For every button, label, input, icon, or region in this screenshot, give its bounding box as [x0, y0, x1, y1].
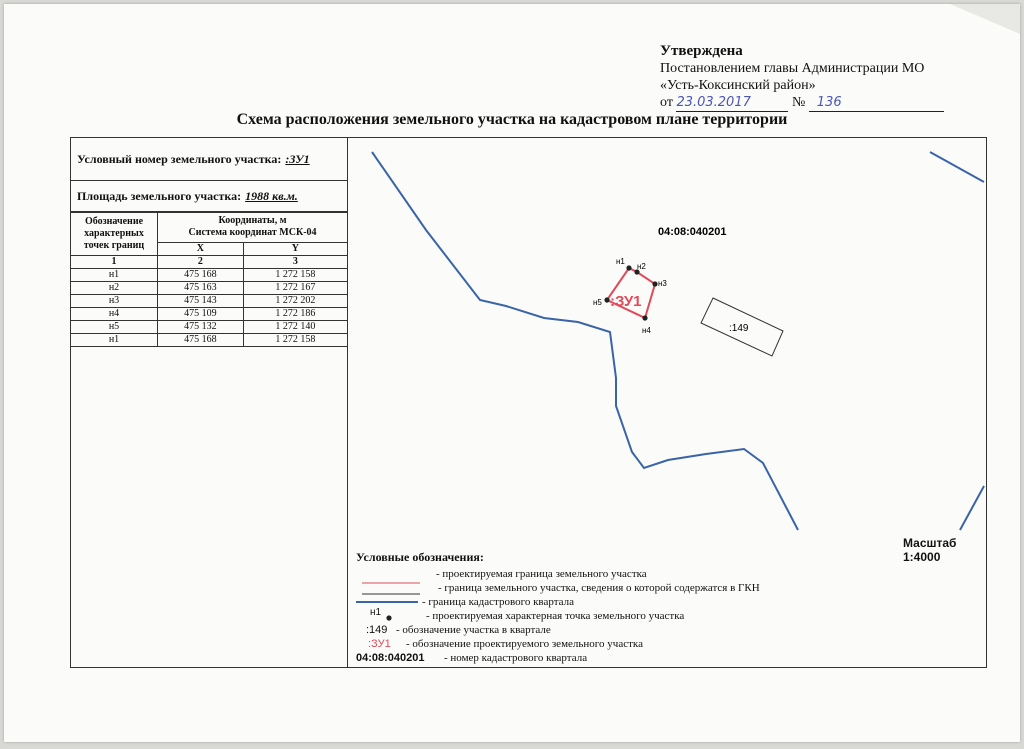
map-drawing	[348, 138, 986, 533]
legend-title: Условные обозначения:	[356, 550, 484, 564]
parcel-area-value: 1988 кв.м.	[245, 188, 298, 203]
legend-item	[356, 609, 976, 623]
x-cell: 475 168	[158, 269, 244, 282]
index-cell-3: 3	[243, 256, 347, 269]
legend	[356, 550, 976, 665]
quarter-number-label: 04:08:040201	[658, 226, 727, 238]
point-symbol-label: н1	[370, 607, 382, 618]
parcel-in-quarter-symbol: :149	[366, 624, 388, 636]
projected-parcel-symbol: :ЗУ1	[368, 638, 391, 650]
legend-text: - обозначение проектируемого земельного участка	[406, 638, 643, 650]
y-cell: 1 272 158	[243, 269, 347, 282]
x-cell: 475 143	[158, 295, 244, 308]
legend-item	[356, 637, 976, 651]
x-cell: 475 163	[158, 282, 244, 295]
point-symbol	[356, 609, 436, 623]
legend-item	[356, 567, 976, 581]
point-n3-marker	[652, 281, 657, 286]
parcel-number-row	[71, 138, 347, 181]
point-n5-label: н5	[593, 298, 602, 307]
table-row	[71, 295, 347, 308]
legend-text: - обозначение участка в квартале	[396, 624, 551, 636]
parcel-area-label: Площадь земельного участка:	[77, 188, 242, 203]
x-cell: 475 109	[158, 308, 244, 321]
coordinates-header-line-2: Система координат МСК-04	[188, 227, 317, 239]
coordinates-table	[71, 212, 347, 347]
date-value: 23.03.2017	[676, 95, 751, 110]
quarter-number-symbol: 04:08:040201	[356, 652, 425, 664]
table-row	[71, 282, 347, 295]
y-header: Y	[243, 242, 347, 255]
approval-date-line	[660, 94, 944, 112]
y-cell: 1 272 186	[243, 308, 347, 321]
date-field	[676, 94, 788, 112]
y-cell: 1 272 167	[243, 282, 347, 295]
legend-text: - граница земельного участка, сведения о которой содержатся в ГКН	[438, 582, 760, 594]
projected-boundary-symbol	[356, 567, 436, 581]
approval-title: Утверждена	[660, 43, 743, 59]
quarter-boundary-main	[372, 152, 798, 530]
point-header: Обозначение характерных точек границ	[71, 213, 158, 256]
table-row	[71, 321, 347, 334]
point-n4-label: н4	[642, 326, 651, 335]
legend-item	[356, 623, 976, 637]
table-row	[71, 334, 347, 347]
approval-block	[660, 43, 944, 112]
document-title: Схема расположения земельного участка на кадастровом плане территории	[236, 111, 788, 128]
point-cell: н1	[71, 334, 158, 347]
coordinates-header-line-1: Координаты, м	[218, 215, 287, 227]
index-cell-1: 1	[71, 256, 158, 269]
gkn-boundary-symbol	[356, 581, 436, 595]
scheme-frame	[70, 137, 987, 668]
existing-parcel-label: :149	[729, 323, 749, 334]
point-cell: н2	[71, 282, 158, 295]
y-cell: 1 272 158	[243, 334, 347, 347]
point-n2-label: н2	[637, 262, 646, 271]
projected-parcel-label: :ЗУ1	[610, 293, 642, 310]
number-prefix: №	[791, 95, 806, 110]
legend-item	[356, 581, 976, 595]
parcel-number-value: :ЗУ1	[285, 151, 310, 166]
table-row	[71, 308, 347, 321]
coordinates-header	[158, 213, 348, 243]
cadastral-map	[348, 138, 986, 667]
point-n3-label: н3	[658, 279, 667, 288]
page-fold-corner	[950, 4, 1020, 34]
parcel-info-panel	[71, 138, 348, 667]
point-n4-marker	[642, 315, 647, 320]
point-n5-marker	[604, 297, 609, 302]
quarter-boundary-corner	[930, 152, 984, 182]
x-cell: 475 168	[158, 334, 244, 347]
approval-line-2: «Усть-Коксинский район»	[660, 78, 816, 93]
parcel-number-label: Условный номер земельного участка:	[77, 151, 282, 166]
table-row	[71, 269, 347, 282]
date-prefix: от	[660, 95, 673, 110]
legend-item	[356, 651, 976, 665]
parcel-area-row	[71, 181, 347, 212]
number-value: 136	[816, 95, 842, 110]
legend-text: - номер кадастрового квартала	[444, 652, 588, 664]
number-field	[809, 94, 944, 112]
approval-line-1: Постановлением главы Администрации МО	[660, 61, 925, 76]
point-n1-label: н1	[616, 257, 625, 266]
point-cell: н3	[71, 295, 158, 308]
quarter-boundary-right	[960, 486, 984, 530]
legend-text: - граница кадастрового квартала	[422, 596, 574, 608]
map-scale: Масштаб 1:4000	[903, 536, 957, 564]
point-cell: н1	[71, 269, 158, 282]
point-cell: н5	[71, 321, 158, 334]
index-cell-2: 2	[158, 256, 244, 269]
x-header: X	[158, 242, 244, 255]
y-cell: 1 272 202	[243, 295, 347, 308]
legend-item	[356, 595, 976, 609]
y-cell: 1 272 140	[243, 321, 347, 334]
legend-text: - проектируемая граница земельного участка	[436, 568, 647, 580]
legend-text: - проектируемая характерная точка земельного участка	[426, 610, 685, 622]
x-cell: 475 132	[158, 321, 244, 334]
point-cell: н4	[71, 308, 158, 321]
point-n1-marker	[626, 265, 631, 270]
